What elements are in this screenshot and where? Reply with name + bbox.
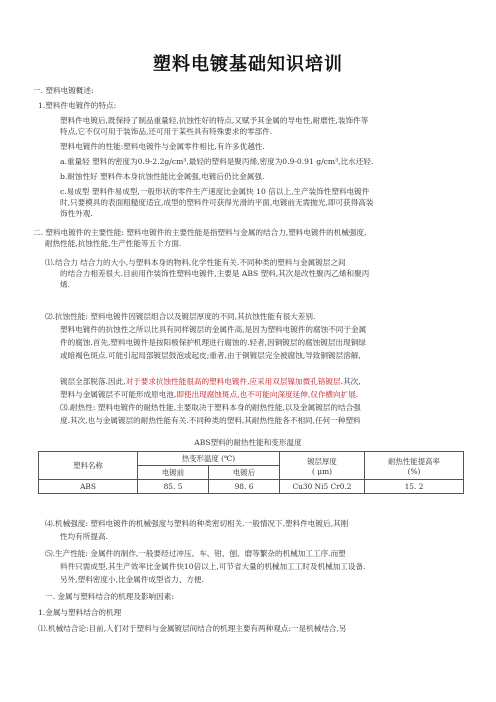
table-row [39, 480, 464, 494]
table-cell: Cu30 Ni5 Cr0.2 [280, 480, 365, 494]
paragraph-line: 塑料件电镀后,既保持了制品重量轻,抗蚀性好的特点,又赋予其金属的导电性,耐磨性,装饰件等 [60, 116, 369, 125]
section-heading: 二. 塑料电镀件的主要性能: 塑料电镀件的主要性能是指塑料与金属的结合力,塑料电镀件的机械强度, [33, 228, 367, 237]
paragraph-line: ⑶.耐热性: 塑料电镀件的耐热性能,主要取决于塑料本身的耐热性能,以及金属镀层的结合强 [60, 403, 361, 412]
paragraph-line: 时,只要模具的表面粗糙度适宜,成型的塑料件可获得光滑的平面,电镀前无需抛光,即可获得高装 [60, 198, 374, 207]
paragraph-line: 塑料与金属镀层不可能形成原电池,即使出现腐蚀斑点,也不可能向深度延伸,仅作横向扩展. [60, 390, 359, 399]
highlighted-text: 对于要求抗蚀性能很高的塑料电镀件,应采用双层镍加微孔铬镀层 [125, 377, 341, 386]
paragraph-line: 件的腐蚀.首先,塑料电镀件是按阳极保护机理进行腐蚀的.轻者,因铜镀层的腐蚀镀层出现铜绿 [60, 338, 366, 347]
table-cell: 98. 6 [209, 480, 280, 494]
table-cell: ABS [39, 480, 138, 494]
table-header-cell: 热变形温度 (℃) [138, 452, 280, 466]
page-title: 塑料电镀基础知识培训 [153, 54, 343, 75]
table-header-cell: 塑料名称 [39, 452, 138, 480]
highlighted-text: 即使出现腐蚀斑点,也不可能向深度延伸,仅作横向扩展. [176, 390, 359, 399]
paragraph-line: 烯. [60, 280, 71, 289]
paragraph-line: ⑸.生产性能: 金属件的制作,一般要经过冲压、车、钳、刨、磨等繁杂的机械加工工序.而塑 [45, 549, 346, 558]
paragraph-line: ⑵.抗蚀性能: 塑料电镀件因镀层组合以及镀层厚度的不同,其抗蚀性能有很大差别. [45, 312, 316, 321]
subsection-heading: 1.塑料件电镀件的特点: [38, 101, 117, 110]
heat-deformation-table [38, 451, 464, 494]
table-caption: ABS塑料的耐热性能和变形温度 [194, 438, 302, 447]
table-cell: 85. 5 [138, 480, 209, 494]
paragraph-line: 特点,它不仅可用于装饰品,还可用于某些具有特殊要求的零部件. [60, 127, 273, 136]
table-header-cell: 镀层厚度 ( μm) [280, 452, 365, 480]
section-heading: 一. 金属与塑料结合的机理及影响因素: [45, 592, 174, 601]
paragraph-line: 塑料电镀件的性能:塑料电镀件与金属零件相比,有许多优越性. [60, 142, 265, 151]
paragraph-line: 的结合力相差很大.目前用作装饰性塑料电镀件,主要是 ABS 塑料,其次是改性聚丙乙烯和聚丙 [60, 269, 370, 278]
paragraph-line: c.易成型 塑料件易成型,一般形状的零件生产速度比金属快 10 倍以上,生产装饰性塑料电镀件 [60, 187, 370, 196]
paragraph-line: ⑷.机械强度: 塑料电镀件的机械强度与塑料的种类密切相关.一般情况下,塑料件电镀后,其刚 [45, 519, 349, 528]
paragraph-line: 或暗褐色斑点.可能引起局部镀层鼓泡或起皮;重者,由于铜镀层完全被腐蚀,导致铜镀层溶解, [60, 351, 361, 360]
table-header-cell: 电镀前 [138, 466, 209, 480]
paragraph-line: 料件只需成型,其生产效率比金属件快10倍以上,可节省大量的机械加工工时及机械加工设备. [60, 562, 366, 571]
paragraph-line: b.耐蚀性好 塑料件本身抗蚀性能比金属强,电镀后仍比金属强. [60, 172, 265, 181]
paragraph-line: 度.其次,也与金属镀层的耐热性能有关.不同种类的塑料,其耐热性能各不相同,任何一种塑料 [60, 416, 361, 425]
paragraph-line: 另外,塑料密度小,比金属件成型省力、方便. [60, 575, 204, 584]
paragraph-line: 镀层全部脱落.因此,对于要求抗蚀性能很高的塑料电镀件,应采用双层镍加微孔铬镀层.其次, [60, 377, 361, 386]
paragraph-line: 性均有所提高. [60, 532, 108, 541]
paragraph-line: ⑴.机械结合论:目前,人们对于塑料与金属镀层间结合的机理主要有两种观点:一是机械结合,另 [38, 624, 347, 633]
section-heading: 一. 塑料电镀概述: [33, 86, 94, 95]
paragraph-line: 耐热性能,抗蚀性能,生产性能等五个方面. [45, 239, 182, 248]
table-cell: 15. 2 [365, 480, 464, 494]
table-header-cell: 电镀后 [209, 466, 280, 480]
paragraph-line: 塑料电镀件的抗蚀性之所以比具有同样镀层的金属件高,是因为塑料电镀件的腐蚀不同于金属 [60, 325, 367, 334]
table-header-cell: 耐热性能提高率 (%) [365, 452, 464, 480]
paragraph-line: ⑴.结合力 结合力的大小,与塑料本身的物料,化学性能有关.不同种类的塑料与金属镀层之间 [45, 258, 346, 267]
subsection-heading: 1.金属与塑料结合的机理 [38, 608, 122, 617]
paragraph-line: 饰性外观. [60, 209, 93, 218]
paragraph-line: a.重量轻 塑料的密度为0.9-2.2g/cm³,最轻的塑料是聚丙烯,密度为0.9-0.91 g/cm³,比水还轻. [60, 157, 374, 166]
